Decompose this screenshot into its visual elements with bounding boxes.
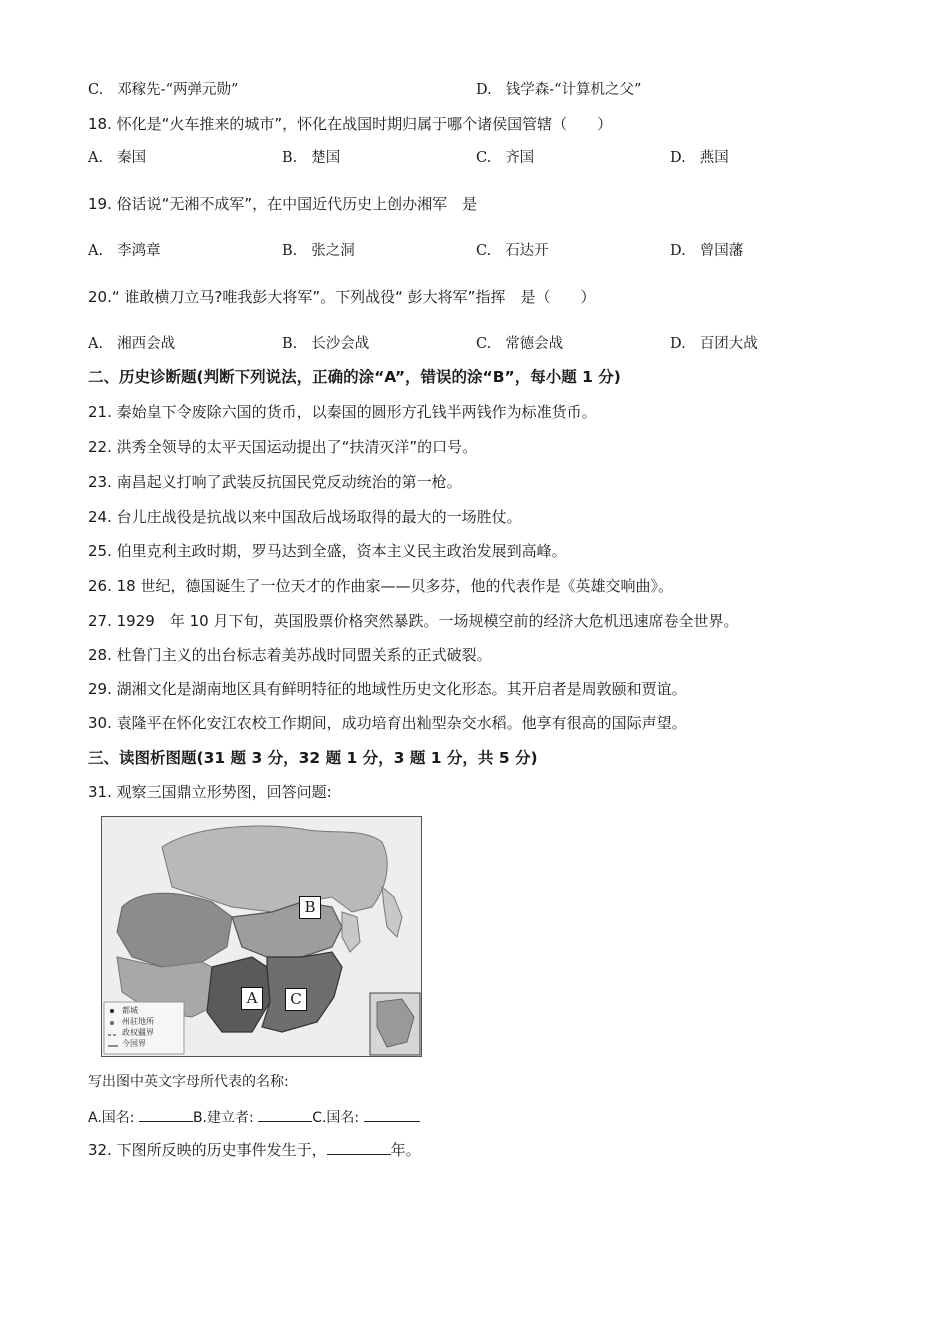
q18-stem: 18. 怀化是“火车推来的城市”，怀化在战国时期归属于哪个诸侯国管辖（ ） — [88, 115, 613, 133]
q20-option-c: C. 常德会战 — [476, 336, 564, 352]
q23: 23. 南昌起义打响了武装反抗国民党反动统治的第一枪。 — [88, 473, 462, 491]
q29: 29. 湖湘文化是湖南地区具有鲜明特征的地域性历史文化形态。其开启者是周敦颐和贾谊。 — [88, 680, 687, 698]
q19-option-c: C. 石达开 — [476, 243, 549, 259]
section2-heading: 二、历史诊断题(判断下列说法，正确的涂“A”，错误的涂“B”，每小题 1 分) — [88, 368, 621, 386]
q20-option-d: D. 百团大战 — [670, 336, 758, 352]
q32-stem: 32. 下图所反映的历史事件发生于， 年。 — [88, 1141, 421, 1159]
q18-option-b: B. 楚国 — [282, 150, 341, 166]
q19-option-d: D. 曾国藩 — [670, 243, 744, 259]
blank-a[interactable] — [139, 1107, 193, 1122]
blank-b[interactable] — [258, 1107, 312, 1122]
blank-c[interactable] — [364, 1107, 420, 1122]
q18-option-d: D. 燕国 — [670, 150, 729, 166]
q26: 26. 18 世纪，德国诞生了一位天才的作曲家——贝多芬，他的代表作是《英雄交响曲》。 — [88, 577, 673, 595]
q21: 21. 秦始皇下令废除六国的货币，以秦国的圆形方孔钱半两钱作为标准货币。 — [88, 403, 597, 421]
map-label-a: A — [241, 987, 263, 1010]
q17-option-d: D. 钱学森-“计算机之父” — [476, 82, 642, 98]
blank-year[interactable] — [327, 1140, 391, 1155]
q24: 24. 台儿庄战役是抗战以来中国敌后战场取得的最大的一场胜仗。 — [88, 508, 522, 526]
q19-option-a: A. 李鸿章 — [88, 243, 161, 259]
map-label-b: B — [299, 896, 321, 919]
q18-option-a: A. 秦国 — [88, 150, 147, 166]
q31-prompt: 写出图中英文字母所代表的名称: — [88, 1074, 289, 1090]
q31-stem: 31. 观察三国鼎立形势图，回答问题: — [88, 783, 332, 801]
q19-option-b: B. 张之洞 — [282, 243, 355, 259]
map-label-c: C — [285, 988, 307, 1011]
q28: 28. 杜鲁门主义的出台标志着美苏战时同盟关系的正式破裂。 — [88, 646, 492, 664]
three-kingdoms-map — [101, 816, 422, 1057]
q20-option-b: B. 长沙会战 — [282, 336, 370, 352]
q18-option-c: C. 齐国 — [476, 150, 535, 166]
section3-heading: 三、读图析图题(31 题 3 分，32 题 1 分，3 题 1 分，共 5 分) — [88, 749, 538, 767]
map-legend: 都城 州驻地所 政权疆界 今国界 — [122, 1006, 154, 1048]
q17-option-c: C. 邓稼先-“两弹元勋” — [88, 82, 239, 98]
q31-fill-line: A.国名: B.建立者: C.国名: — [88, 1107, 420, 1128]
q30: 30. 袁隆平在怀化安江农校工作期间，成功培育出籼型杂交水稻。他享有很高的国际声望。 — [88, 714, 687, 732]
q20-stem: 20.“ 谁敢横刀立马?唯我彭大将军”。下列战役“ 彭大将军”指挥 是（ ） — [88, 288, 596, 306]
q22: 22. 洪秀全领导的太平天国运动提出了“扶清灭洋”的口号。 — [88, 438, 478, 456]
q20-option-a: A. 湘西会战 — [88, 336, 176, 352]
q19-stem: 19. 俗话说“无湘不成军”，在中国近代历史上创办湘军 是 — [88, 195, 478, 213]
q27: 27. 1929 年 10 月下旬，英国股票价格突然暴跌。一场规模空前的经济大危机迅速席卷全世界。 — [88, 612, 739, 630]
q25: 25. 伯里克利主政时期，罗马达到全盛，资本主义民主政治发展到高峰。 — [88, 542, 567, 560]
